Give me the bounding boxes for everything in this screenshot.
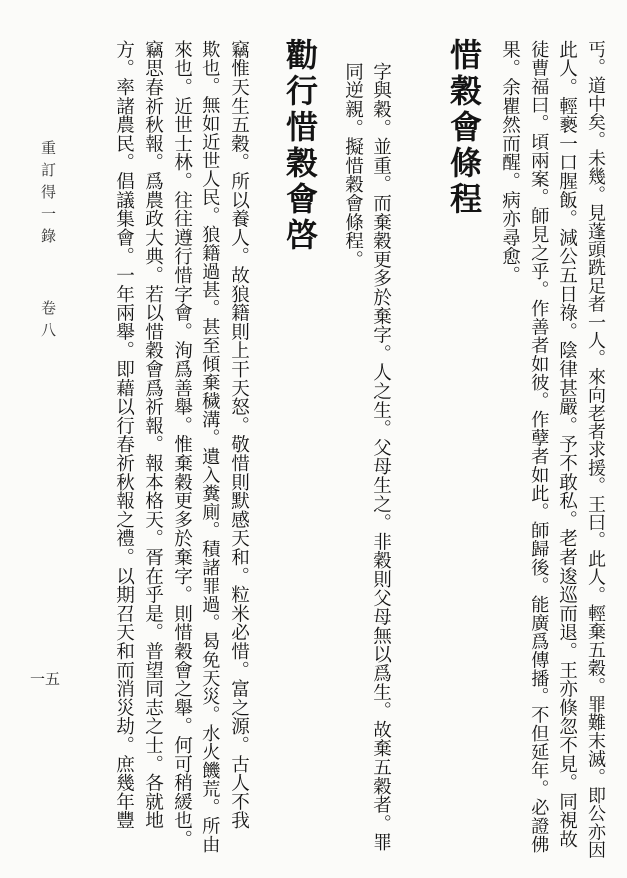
indented-column-2: 同逆親。擬惜穀會條程。 [342, 62, 364, 269]
running-book-title: 重訂得一錄 [39, 140, 57, 250]
text-column-7: 來也。近世士林。往往遵行惜字會。洵爲善舉。惟棄穀更多於棄字。則惜穀會之舉。何可稍緩也。 [171, 40, 193, 849]
text-column-8: 竊思春祈秋報。爲農政大典。若以惜穀會爲祈報。報本格天。胥在乎是。普望同志之士。各就地 [142, 40, 164, 830]
text-column-6: 欺也。無如近世人民。狼籍過甚。甚至傾棄穢溝。遺入糞廁。積諸罪過。曷免天災。水火饑荒。所由 [199, 40, 221, 854]
text-column-1: 丐。道中矣。未幾。見蓬頭跣足者一人。來向老者求援。王曰。此人。輕棄五穀。罪難末滅。即公亦因 [585, 40, 606, 859]
text-column-2: 此人。輕褻一口腥飯。減公五日祿。陰律甚嚴。予不敢私。老者逡巡而退。王亦倏忽不見。同視故 [556, 40, 578, 849]
section-title-notice: 勸行惜穀會啓 [281, 38, 319, 254]
volume-label: 卷八 [39, 300, 57, 344]
text-column-9: 方。率諸農民。倡議集會。一年兩舉。即藉以行春祈秋報之禮。以期召天和而消災劫。庶幾年豐 [113, 40, 135, 830]
section-title-regulations: 惜穀會條程 [445, 38, 483, 218]
text-column-3: 徒曹福曰。頃兩案。師見之乎。作善者如彼。作孽者如此。師歸後。能廣爲傳播。不但延年。必證佛 [528, 40, 550, 854]
text-column-5: 竊惟天生五穀。所以養人。故狼籍則上干天怒。敬惜則默感天和。粒米必惜。富之源。古人不我 [228, 40, 250, 830]
page-number: 一五 [30, 670, 61, 688]
text-column-4: 果。余瞿然而醒。病亦尋愈。 [499, 40, 521, 285]
indented-column-1: 字與穀。並重。而棄穀更多於棄字。人之生。父母生之。非穀則父母無以爲生。故棄五穀者。罪 [370, 62, 392, 852]
